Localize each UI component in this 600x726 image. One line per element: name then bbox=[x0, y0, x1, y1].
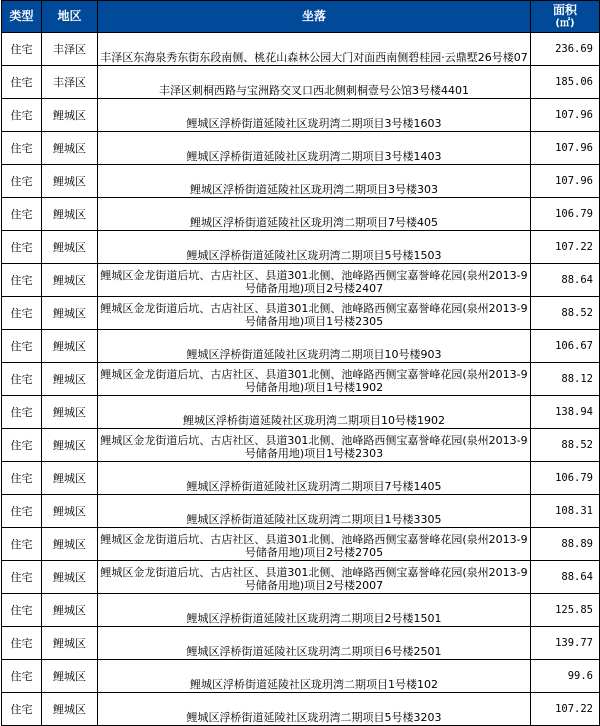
cell-location: 鲤城区浮桥街道延陵社区珑玥湾二期项目1号楼3305 bbox=[98, 495, 531, 528]
cell-district: 丰泽区 bbox=[42, 33, 98, 66]
cell-type: 住宅 bbox=[2, 231, 42, 264]
cell-location: 丰泽区刺桐西路与宝洲路交叉口西北侧刺桐壹号公馆3号楼4401 bbox=[98, 66, 531, 99]
cell-district: 鲤城区 bbox=[42, 396, 98, 429]
cell-type: 住宅 bbox=[2, 660, 42, 693]
cell-type: 住宅 bbox=[2, 297, 42, 330]
table-body bbox=[2, 33, 600, 726]
cell-type: 住宅 bbox=[2, 330, 42, 363]
cell-type: 住宅 bbox=[2, 132, 42, 165]
cell-type: 住宅 bbox=[2, 693, 42, 726]
header-area-unit: (㎡) bbox=[555, 17, 575, 29]
cell-type: 住宅 bbox=[2, 561, 42, 594]
cell-area: 88.52 bbox=[531, 429, 600, 462]
cell-area: 106.79 bbox=[531, 462, 600, 495]
table-row bbox=[2, 198, 600, 231]
cell-district: 鲤城区 bbox=[42, 264, 98, 297]
cell-district: 鲤城区 bbox=[42, 495, 98, 528]
property-table bbox=[1, 0, 600, 726]
cell-area: 185.06 bbox=[531, 66, 600, 99]
cell-location: 鲤城区金龙街道后坑、古店社区、县道301北侧、池峰路西侧宝嘉誉峰花园(泉州2013-9号储备用地)项目2号楼2705 bbox=[98, 528, 531, 561]
table-row bbox=[2, 297, 600, 330]
table-row bbox=[2, 264, 600, 297]
header-type: 类型 bbox=[2, 1, 42, 33]
cell-area: 106.79 bbox=[531, 198, 600, 231]
cell-area: 106.67 bbox=[531, 330, 600, 363]
cell-area: 88.64 bbox=[531, 264, 600, 297]
table-row bbox=[2, 627, 600, 660]
table-row bbox=[2, 561, 600, 594]
cell-type: 住宅 bbox=[2, 165, 42, 198]
cell-location: 鲤城区浮桥街道延陵社区珑玥湾二期项目2号楼1501 bbox=[98, 594, 531, 627]
cell-area: 88.12 bbox=[531, 363, 600, 396]
cell-district: 鲤城区 bbox=[42, 132, 98, 165]
cell-location: 鲤城区浮桥街道延陵社区珑玥湾二期项目6号楼2501 bbox=[98, 627, 531, 660]
cell-type: 住宅 bbox=[2, 198, 42, 231]
cell-type: 住宅 bbox=[2, 429, 42, 462]
table-row bbox=[2, 528, 600, 561]
cell-area: 107.22 bbox=[531, 231, 600, 264]
cell-location: 鲤城区浮桥街道延陵社区珑玥湾二期项目7号楼405 bbox=[98, 198, 531, 231]
table-row bbox=[2, 66, 600, 99]
table-row bbox=[2, 33, 600, 66]
table-row bbox=[2, 99, 600, 132]
cell-area: 99.6 bbox=[531, 660, 600, 693]
cell-area: 107.22 bbox=[531, 693, 600, 726]
cell-area: 107.96 bbox=[531, 99, 600, 132]
cell-area: 88.52 bbox=[531, 297, 600, 330]
table-row bbox=[2, 594, 600, 627]
cell-district: 鲤城区 bbox=[42, 462, 98, 495]
cell-location: 鲤城区金龙街道后坑、古店社区、县道301北侧、池峰路西侧宝嘉誉峰花园(泉州2013-9号储备用地)项目2号楼2407 bbox=[98, 264, 531, 297]
cell-location: 鲤城区金龙街道后坑、古店社区、县道301北侧、池峰路西侧宝嘉誉峰花园(泉州2013-9号储备用地)项目1号楼2305 bbox=[98, 297, 531, 330]
cell-area: 108.31 bbox=[531, 495, 600, 528]
cell-district: 鲤城区 bbox=[42, 627, 98, 660]
table-row bbox=[2, 660, 600, 693]
cell-location: 鲤城区浮桥街道延陵社区珑玥湾二期项目10号楼1902 bbox=[98, 396, 531, 429]
cell-type: 住宅 bbox=[2, 396, 42, 429]
cell-district: 鲤城区 bbox=[42, 99, 98, 132]
cell-location: 鲤城区浮桥街道延陵社区珑玥湾二期项目7号楼1405 bbox=[98, 462, 531, 495]
header-district: 地区 bbox=[42, 1, 98, 33]
table-row bbox=[2, 429, 600, 462]
cell-type: 住宅 bbox=[2, 363, 42, 396]
table-row bbox=[2, 363, 600, 396]
cell-district: 鲤城区 bbox=[42, 231, 98, 264]
cell-location: 鲤城区浮桥街道延陵社区珑玥湾二期项目1号楼102 bbox=[98, 660, 531, 693]
cell-type: 住宅 bbox=[2, 528, 42, 561]
cell-area: 88.64 bbox=[531, 561, 600, 594]
cell-type: 住宅 bbox=[2, 627, 42, 660]
cell-district: 鲤城区 bbox=[42, 429, 98, 462]
cell-type: 住宅 bbox=[2, 594, 42, 627]
cell-area: 107.96 bbox=[531, 165, 600, 198]
cell-type: 住宅 bbox=[2, 462, 42, 495]
cell-area: 139.77 bbox=[531, 627, 600, 660]
table-row bbox=[2, 462, 600, 495]
cell-district: 丰泽区 bbox=[42, 66, 98, 99]
header-area bbox=[531, 1, 600, 33]
cell-district: 鲤城区 bbox=[42, 297, 98, 330]
cell-district: 鲤城区 bbox=[42, 165, 98, 198]
table-row bbox=[2, 132, 600, 165]
cell-location: 鲤城区浮桥街道延陵社区珑玥湾二期项目5号楼3203 bbox=[98, 693, 531, 726]
cell-area: 236.69 bbox=[531, 33, 600, 66]
cell-location: 鲤城区金龙街道后坑、古店社区、县道301北侧、池峰路西侧宝嘉誉峰花园(泉州2013-9号储备用地)项目2号楼2007 bbox=[98, 561, 531, 594]
table-row bbox=[2, 330, 600, 363]
cell-location: 鲤城区浮桥街道延陵社区珑玥湾二期项目5号楼1503 bbox=[98, 231, 531, 264]
cell-type: 住宅 bbox=[2, 33, 42, 66]
table-row bbox=[2, 231, 600, 264]
cell-location: 鲤城区浮桥街道延陵社区珑玥湾二期项目3号楼303 bbox=[98, 165, 531, 198]
cell-type: 住宅 bbox=[2, 99, 42, 132]
header-location: 坐落 bbox=[98, 1, 531, 33]
cell-district: 鲤城区 bbox=[42, 528, 98, 561]
cell-location: 鲤城区金龙街道后坑、古店社区、县道301北侧、池峰路西侧宝嘉誉峰花园(泉州2013-9号储备用地)项目1号楼1902 bbox=[98, 363, 531, 396]
cell-district: 鲤城区 bbox=[42, 693, 98, 726]
cell-type: 住宅 bbox=[2, 495, 42, 528]
cell-location: 丰泽区东海泉秀东街东段南侧、桃花山森林公园大门对面西南侧碧桂园·云鼎墅26号楼07 bbox=[98, 33, 531, 66]
cell-area: 125.85 bbox=[531, 594, 600, 627]
table-row bbox=[2, 396, 600, 429]
cell-type: 住宅 bbox=[2, 264, 42, 297]
cell-district: 鲤城区 bbox=[42, 198, 98, 231]
cell-district: 鲤城区 bbox=[42, 660, 98, 693]
cell-location: 鲤城区浮桥街道延陵社区珑玥湾二期项目3号楼1403 bbox=[98, 132, 531, 165]
cell-location: 鲤城区浮桥街道延陵社区珑玥湾二期项目10号楼903 bbox=[98, 330, 531, 363]
cell-area: 107.96 bbox=[531, 132, 600, 165]
table-header-row bbox=[2, 1, 600, 33]
header-area-label: 面积 bbox=[552, 2, 577, 17]
cell-area: 138.94 bbox=[531, 396, 600, 429]
cell-location: 鲤城区金龙街道后坑、古店社区、县道301北侧、池峰路西侧宝嘉誉峰花园(泉州2013-9号储备用地)项目1号楼2303 bbox=[98, 429, 531, 462]
cell-type: 住宅 bbox=[2, 66, 42, 99]
cell-location: 鲤城区浮桥街道延陵社区珑玥湾二期项目3号楼1603 bbox=[98, 99, 531, 132]
cell-district: 鲤城区 bbox=[42, 561, 98, 594]
cell-district: 鲤城区 bbox=[42, 594, 98, 627]
cell-district: 鲤城区 bbox=[42, 363, 98, 396]
cell-district: 鲤城区 bbox=[42, 330, 98, 363]
table-row bbox=[2, 495, 600, 528]
table-row bbox=[2, 693, 600, 726]
table-row bbox=[2, 165, 600, 198]
cell-area: 88.89 bbox=[531, 528, 600, 561]
